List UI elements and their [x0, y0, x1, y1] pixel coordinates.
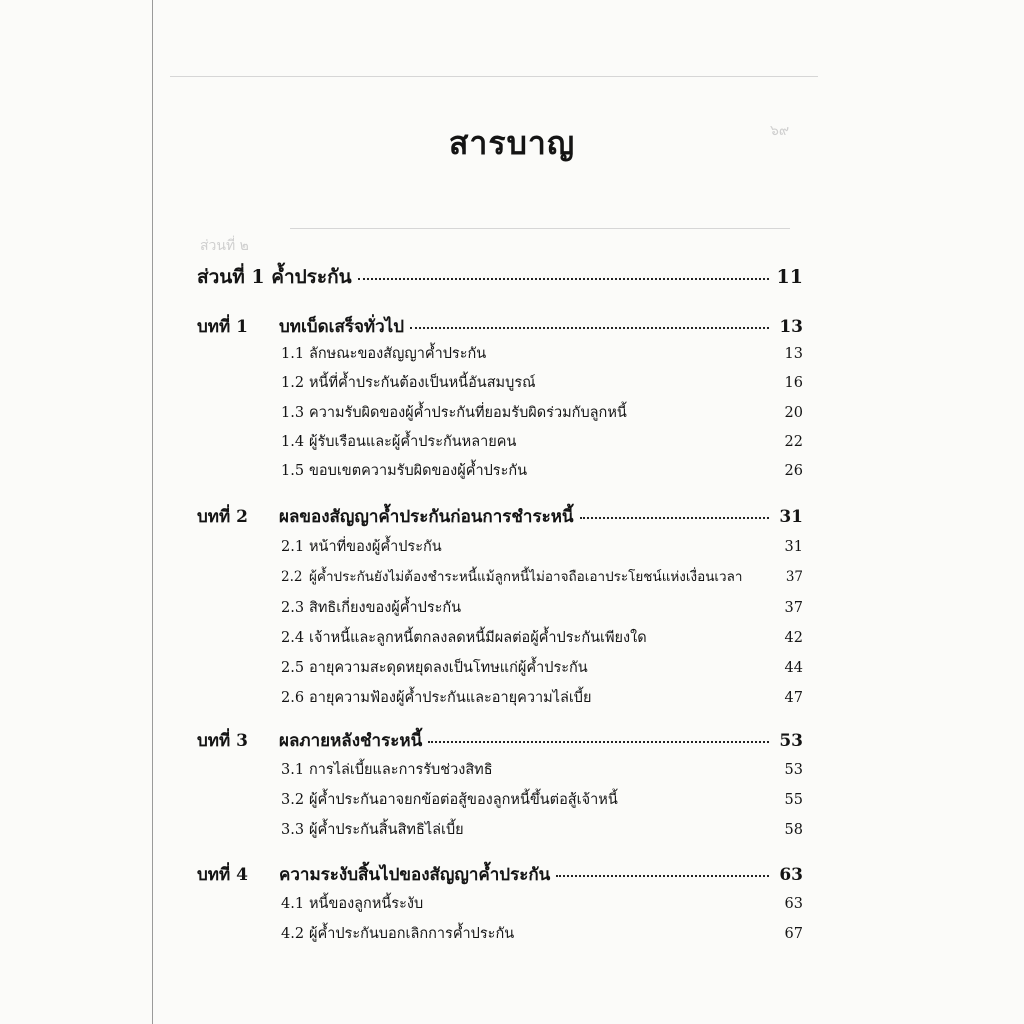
toc-section-1-4 — [281, 430, 803, 453]
section-title: หนี้ที่ค้ำประกันต้องเป็นหนี้อันสมบูรณ์ — [309, 375, 536, 391]
chapter-number: บทที่ 3 — [197, 731, 248, 751]
chapter-page-number: 31 — [779, 507, 803, 527]
section-number: 1.3 — [281, 405, 305, 421]
section-number: 2.1 — [281, 539, 305, 555]
section-title: การไล่เบี้ยและการรับช่วงสิทธิ — [309, 762, 493, 778]
bleed-through-line — [290, 228, 790, 229]
toc-section-2-1 — [281, 535, 803, 558]
toc-section-2-4 — [281, 626, 803, 649]
chapter-title: ผลภายหลังชำระหนี้ — [279, 731, 423, 751]
bleed-through-line — [170, 76, 818, 77]
section-number: 4.1 — [281, 896, 305, 912]
section-title: ลักษณะของสัญญาค้ำประกัน — [309, 346, 487, 362]
toc-section-4-1 — [281, 892, 803, 915]
bleed-through-mark: ส่วนที่ ๒ — [200, 238, 249, 254]
section-page-number: 37 — [784, 600, 803, 616]
section-page-number: 22 — [784, 434, 803, 450]
dot-leader — [358, 278, 769, 280]
chapter-number: บทที่ 4 — [197, 865, 248, 885]
toc-section-1-5 — [281, 459, 803, 482]
toc-section-1-2 — [281, 371, 803, 394]
part-page-number: 11 — [776, 266, 803, 288]
section-number: 2.3 — [281, 600, 305, 616]
part-label: ส่วนที่ 1 ค้ำประกัน — [197, 266, 352, 288]
section-number: 1.2 — [281, 375, 305, 391]
toc-section-2-2 — [281, 565, 803, 587]
bleed-through-mark: ๖๙ — [770, 123, 790, 139]
toc-section-2-6 — [281, 686, 803, 709]
section-page-number: 13 — [784, 346, 803, 362]
page-title: สารบาญ — [448, 124, 576, 162]
section-number: 2.4 — [281, 630, 305, 646]
section-page-number: 16 — [784, 375, 803, 391]
chapter-title: ความระงับสิ้นไปของสัญญาค้ำประกัน — [279, 865, 551, 885]
chapter-title: ผลของสัญญาค้ำประกันก่อนการชำระหนี้ — [279, 507, 574, 527]
section-title: สิทธิเกี่ยงของผู้ค้ำประกัน — [309, 600, 462, 616]
section-number: 3.1 — [281, 762, 305, 778]
dot-leader — [410, 327, 769, 329]
section-page-number: 31 — [784, 539, 803, 555]
toc-section-3-3 — [281, 818, 803, 841]
section-title: ผู้ค้ำประกันบอกเลิกการค้ำประกัน — [309, 926, 515, 942]
toc-chapter-3 — [197, 727, 803, 754]
section-page-number: 58 — [784, 822, 803, 838]
section-number: 4.2 — [281, 926, 305, 942]
chapter-title: บทเบ็ดเสร็จทั่วไป — [279, 317, 405, 337]
chapter-page-number: 53 — [779, 731, 803, 751]
toc-section-2-3 — [281, 596, 803, 619]
toc-chapter-4 — [197, 861, 803, 888]
section-page-number: 44 — [784, 660, 803, 676]
section-title: ผู้ค้ำประกันยังไม่ต้องชำระหนี้แม้ลูกหนี้ไม่อาจถือเอาประโยชน์แห่งเงื่อนเวลา — [309, 569, 743, 585]
toc-chapter-1 — [197, 313, 803, 340]
section-number: 3.2 — [281, 792, 305, 808]
section-title: ขอบเขตความรับผิดของผู้ค้ำประกัน — [309, 463, 528, 479]
section-number: 2.5 — [281, 660, 305, 676]
section-title: ผู้ค้ำประกันอาจยกข้อต่อสู้ของลูกหนี้ขึ้นต่อสู้เจ้าหนี้ — [309, 792, 618, 808]
section-title: หนี้ของลูกหนี้ระงับ — [309, 896, 424, 912]
toc-section-4-2 — [281, 922, 803, 945]
section-number: 1.1 — [281, 346, 305, 362]
section-page-number: 55 — [784, 792, 803, 808]
chapter-page-number: 63 — [779, 865, 803, 885]
section-number: 2.6 — [281, 690, 305, 706]
section-page-number: 67 — [784, 926, 803, 942]
section-title: ผู้รับเรือนและผู้ค้ำประกันหลายคน — [309, 434, 517, 450]
section-number: 2.2 — [281, 569, 303, 585]
toc-chapter-2 — [197, 503, 803, 530]
section-title: ความรับผิดของผู้ค้ำประกันที่ยอมรับผิดร่วมกับลูกหนี้ — [309, 405, 627, 421]
chapter-page-number: 13 — [779, 317, 803, 337]
toc-section-2-5 — [281, 656, 803, 679]
toc-section-1-1 — [281, 342, 803, 365]
section-title: หน้าที่ของผู้ค้ำประกัน — [309, 539, 442, 555]
section-number: 1.4 — [281, 434, 305, 450]
dot-leader — [556, 875, 769, 877]
section-page-number: 63 — [784, 896, 803, 912]
section-page-number: 53 — [784, 762, 803, 778]
dot-leader — [580, 517, 769, 519]
chapter-number: บทที่ 1 — [197, 317, 248, 337]
section-title: เจ้าหนี้และลูกหนี้ตกลงลดหนี้มีผลต่อผู้ค้ำประกันเพียงใด — [309, 630, 647, 646]
section-page-number: 20 — [784, 405, 803, 421]
section-title: ผู้ค้ำประกันสิ้นสิทธิไล่เบี้ย — [309, 822, 464, 838]
section-title: อายุความสะดุดหยุดลงเป็นโทษแก่ผู้ค้ำประกัน — [309, 660, 588, 676]
section-title: อายุความฟ้องผู้ค้ำประกันและอายุความไล่เบี้ย — [309, 690, 592, 706]
dot-leader — [428, 741, 769, 743]
toc-section-1-3 — [281, 401, 803, 424]
section-page-number: 37 — [785, 569, 803, 585]
toc-section-3-1 — [281, 758, 803, 781]
section-page-number: 42 — [784, 630, 803, 646]
section-number: 1.5 — [281, 463, 305, 479]
toc-section-3-2 — [281, 788, 803, 811]
section-number: 3.3 — [281, 822, 305, 838]
section-page-number: 47 — [784, 690, 803, 706]
section-page-number: 26 — [784, 463, 803, 479]
chapter-number: บทที่ 2 — [197, 507, 248, 527]
toc-part-1 — [197, 262, 803, 292]
